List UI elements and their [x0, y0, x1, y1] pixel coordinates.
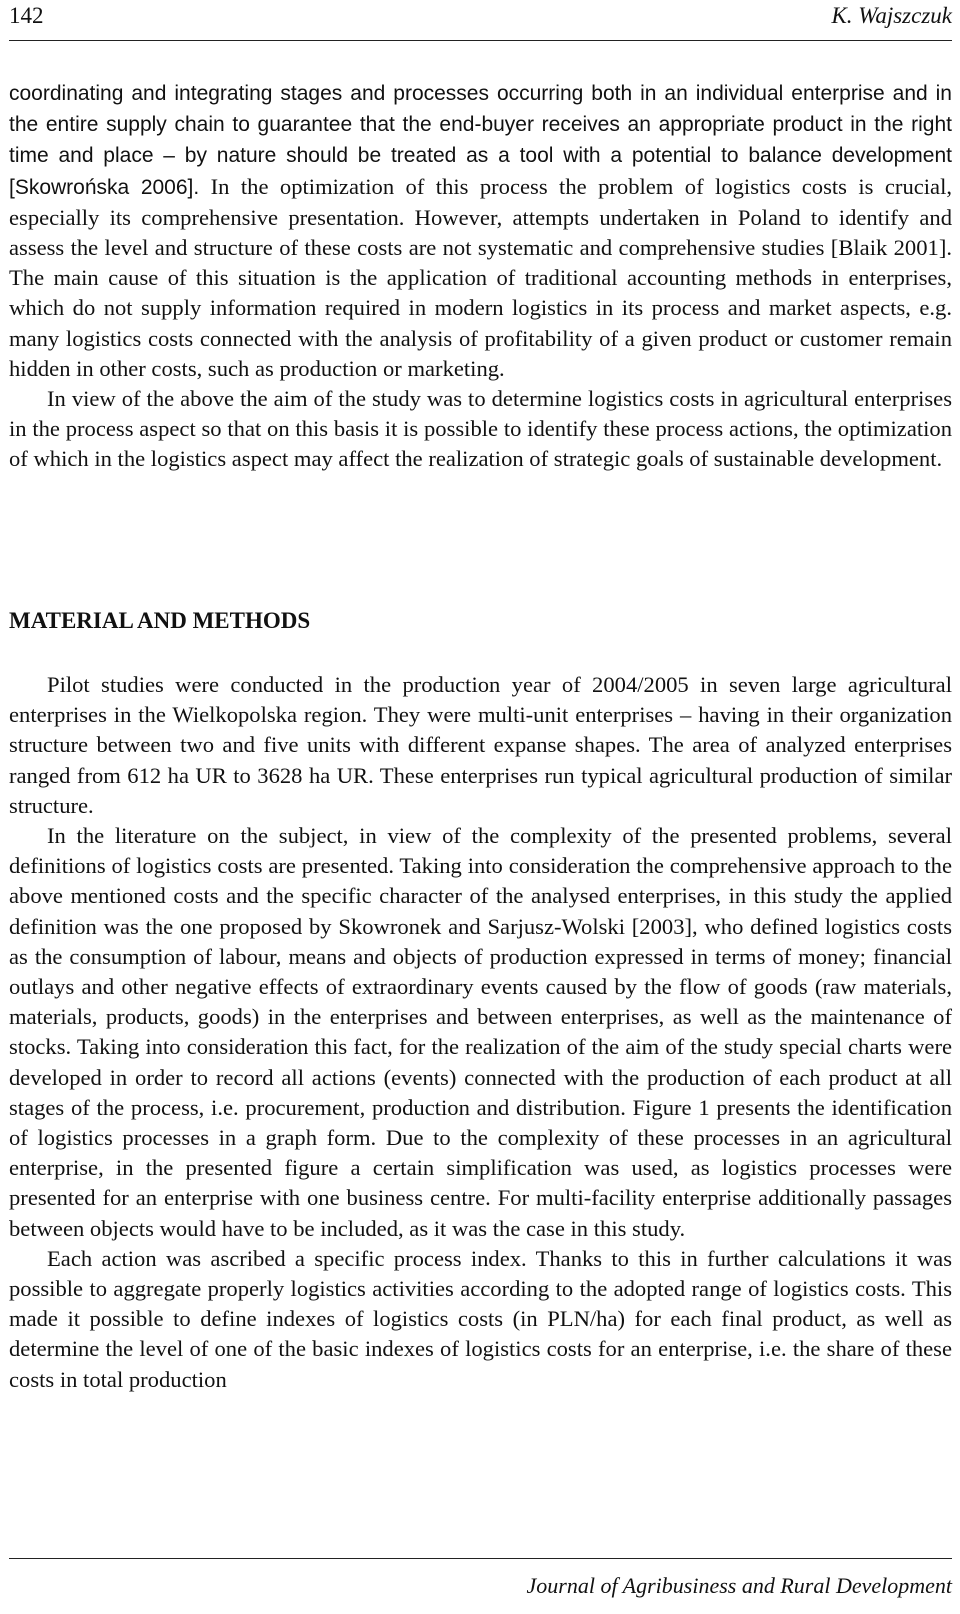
methods-paragraph-1: Pilot studies were conducted in the production year of 2004/2005 in seven large agricultural enterprises in the Wielkopolska region. They were multi-unit enterprises – having in their organization structure between two and five units with different expanse shapes. The area of analyzed enterprises ranged from 612 ha UR to 3628 ha UR. These enterprises run typical agricultural production of similar structure.	[9, 672, 952, 818]
page-footer	[9, 1558, 952, 1598]
page-number: 142	[9, 3, 44, 28]
intro-paragraph-1	[9, 78, 952, 384]
intro-continued	[9, 78, 952, 475]
methods-paragraph-3: Each action was ascribed a specific process index. Thanks to this in further calculations it was possible to aggregate properly logistics activities according to the adopted range of logistics costs. This made it possible to define indexes of logistics costs (in PLN/ha) for each final product, as well as determine the level of one of the basic indexes of logistics costs for an enterprise, i.e. the share of these costs in total production	[9, 1245, 952, 1392]
intro-paragraph-1-part-a: coordinating and integrating stages and processes occurring both in an individual enterprise and in the entire supply chain to guarantee that the end-buyer receives an appropriate product in the right time and place – by nature should be treated as a tool with a potential to balance development [Skowrońska 2006].	[9, 82, 952, 199]
methods-body	[9, 670, 952, 1395]
running-author: K. Wajszczuk	[831, 3, 952, 28]
intro-paragraph-1-part-b: In the optimization of this process the problem of logistics costs is crucial, especially its comprehensive presentation. However, attempts undertaken in Poland to identify and assess the level and structure of these costs are not systematic and comprehensive studies [Blaik 2001]. The main cause of this situation is the application of traditional accounting methods in enterprises, which do not supply information required in modern logistics in its process and market aspects, e.g. many logistics costs connected with the analysis of profitability of a given product or customer remain hidden in other costs, such as production or marketing.	[9, 173, 952, 381]
page-header	[9, 0, 952, 41]
journal-name: Journal of Agribusiness and Rural Development	[526, 1573, 952, 1598]
methods-paragraph-2: In the literature on the subject, in view of the complexity of the presented problems, several definitions of logistics costs are presented. Taking into consideration the comprehensive approach to the above mentioned costs and the specific character of the analysed enterprises, in this study the applied definition was the one proposed by Skowronek and Sarjusz-Wolski [2003], who defined logistics costs as the consumption of labour, means and objects of production expressed in terms of money; financial outlays and other negative effects of extraordinary events caused by the flow of goods (raw materials, materials, products, goods) in the enterprises and between enterprises, as well as the maintenance of stocks. Taking into consideration this fact, for the realization of the aim of the study special charts were developed in order to record all actions (events) connected with the production of each product at all stages of the process, i.e. procurement, production and distribution. Figure 1 presents the identification of logistics processes in a graph form. Due to the complexity of these processes in an agricultural enterprise, in the presented figure a certain simplification was used, as logistics processes were presented for an enterprise with one business centre. For multi-facility enterprise additionally passages between objects would have to be included, as it was the case in this study.	[9, 823, 952, 1241]
section-heading: MATERIAL AND METHODS	[9, 608, 311, 633]
intro-paragraph-2: In view of the above the aim of the study was to determine logistics costs in agricultural enterprises in the process aspect so that on this basis it is possible to identify these process actions, the optimization of which in the logistics aspect may affect the realization of strategic goals of sustainable development.	[9, 386, 952, 472]
